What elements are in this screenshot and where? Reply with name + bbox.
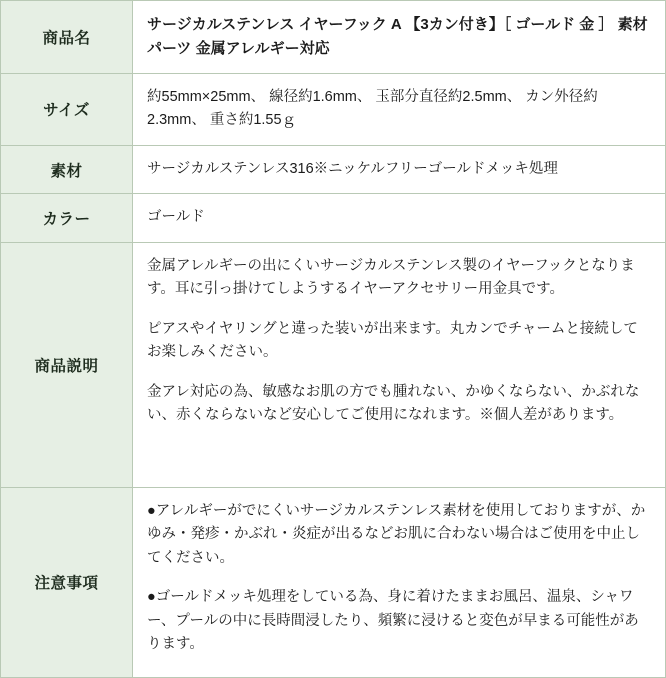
table-row-description [1, 242, 666, 487]
table-row-color [1, 194, 666, 242]
table-row-material [1, 145, 666, 193]
description-paragraph-1: 金属アレルギーの出にくいサージカルステンレス製のイヤーフックとなります。耳に引っ掛けてしようするイヤーアクセサリー用金具です。 [147, 257, 635, 298]
row-value-product-name [133, 1, 666, 74]
caution-paragraph-2: ●ゴールドメッキ処理をしている為、身に着けたままお風呂、温泉、シャワー、プールの中に長時間浸したり、頻繁に浸けると変色が早まる可能性があります。 [147, 589, 639, 653]
product-name-text: サージカルステンレス イヤーフック A 【3カン付き】［ ゴールド 金 ］ 素材 パーツ 金属アレルギー対応 [147, 16, 648, 57]
row-label-description: 商品説明 [1, 242, 133, 487]
row-value-caution [133, 487, 666, 677]
color-text: ゴールド [147, 209, 205, 226]
row-value-color [133, 194, 666, 242]
row-label-size: サイズ [1, 74, 133, 146]
material-text: サージカルステンレス316※ニッケルフリーゴールドメッキ処理 [147, 160, 558, 177]
description-paragraph-2: ピアスやイヤリングと違った装いが出来ます。丸カンでチャームと接続してお楽しみください。 [147, 320, 638, 361]
table-row-size [1, 74, 666, 146]
row-value-size [133, 74, 666, 146]
row-label-product-name: 商品名 [1, 1, 133, 74]
size-text: 約55mm×25mm、 線径約1.6mm、 玉部分直径約2.5mm、 カン外径約2.3mm、 重さ約1.55ｇ [147, 89, 598, 129]
row-value-description [133, 242, 666, 487]
row-label-material: 素材 [1, 145, 133, 193]
row-label-color: カラー [1, 194, 133, 242]
description-paragraph-3: 金アレ対応の為、敏感なお肌の方でも腫れない、かゆくならない、かぶれない、赤くならないなど安心してご使用になれます。※個人差があります。 [147, 383, 640, 424]
table-row-product-name [1, 1, 666, 74]
table-row-caution [1, 487, 666, 677]
caution-paragraph-1: ●アレルギーがでにくいサージカルステンレス素材を使用しておりますが、かゆみ・発疹・かぶれ・炎症が出るなどお肌に合わない場合はご使用を中止してください。 [147, 502, 646, 566]
row-value-material [133, 145, 666, 193]
row-label-caution: 注意事項 [1, 487, 133, 677]
